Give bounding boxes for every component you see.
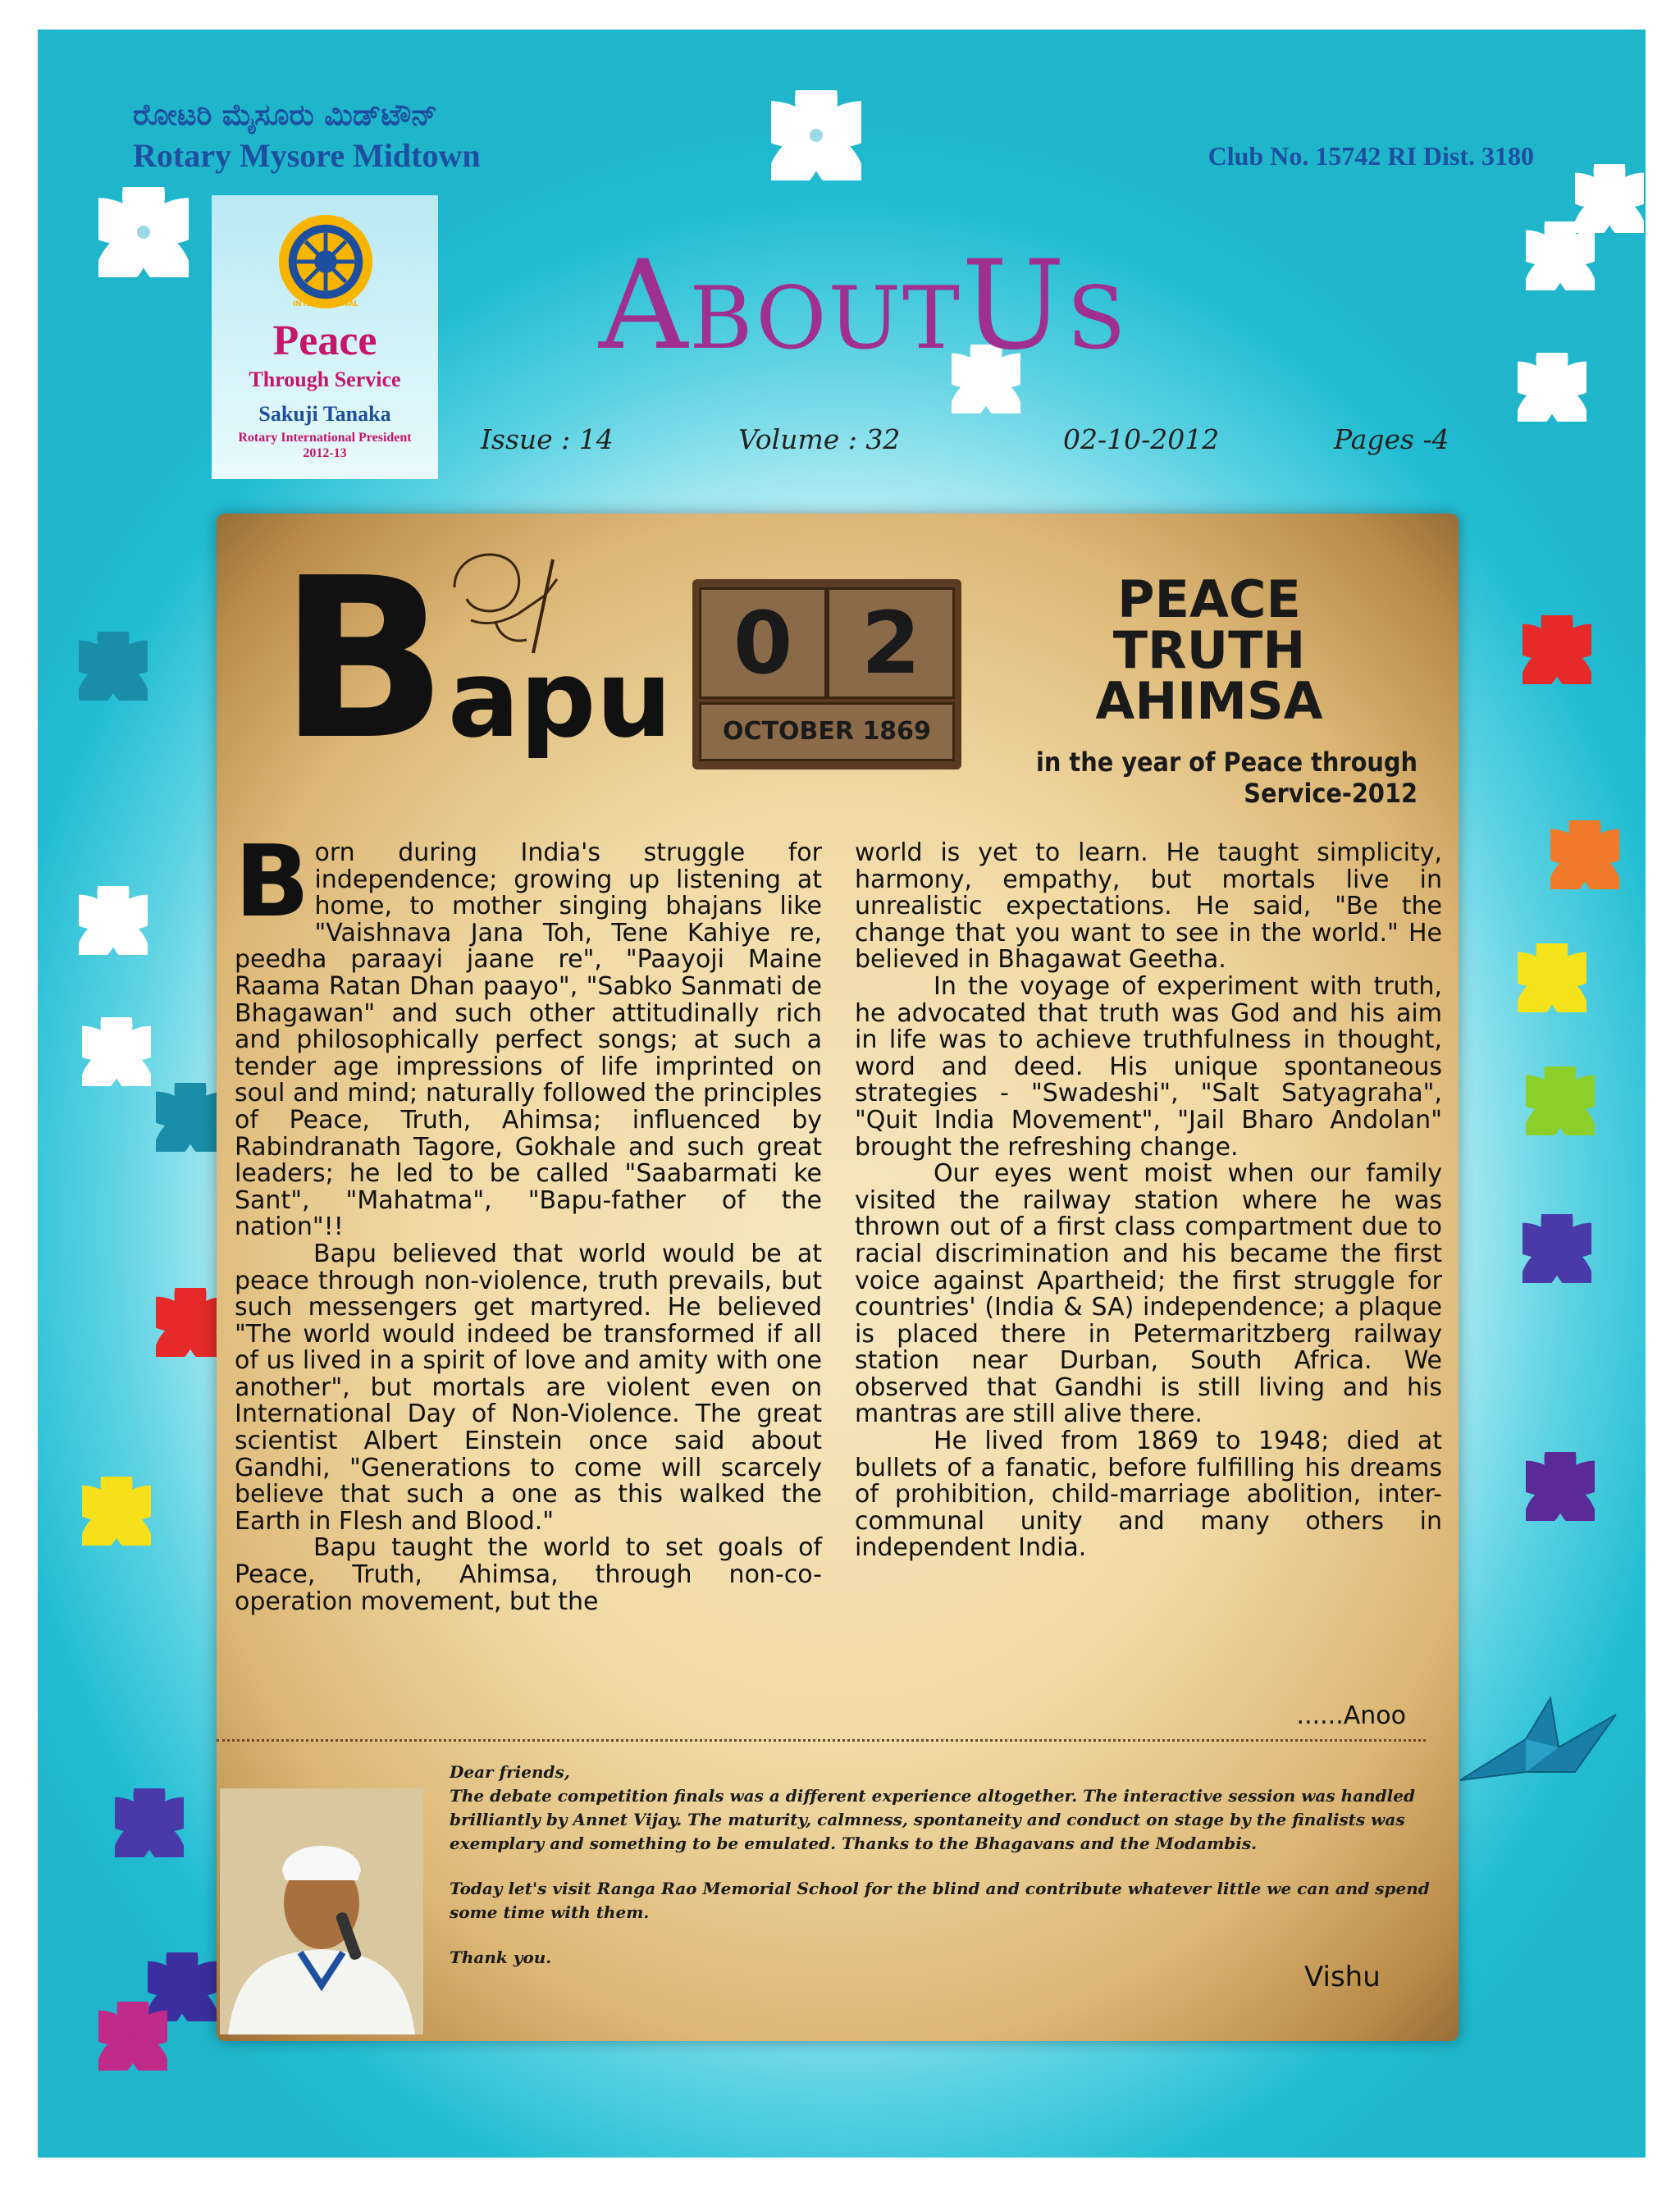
section-divider (217, 1739, 1426, 1742)
flower-icon (771, 90, 861, 180)
value-peace: PEACE (1117, 569, 1301, 629)
flower-icon (79, 632, 148, 701)
flower-icon (1518, 943, 1586, 1012)
theme-peace: Peace (272, 317, 377, 364)
wheel-ring-top: ROTARY (308, 216, 344, 226)
article-column-left (235, 825, 822, 1616)
calendar-blocks (692, 579, 961, 769)
title-us: Us (961, 235, 1128, 377)
gandhi-sketch-icon (422, 530, 586, 694)
letter-paragraph: Today let's visit Ranga Rao Memorial School for the blind and contribute whatever little we can and spend some time with them. (450, 1879, 1430, 1922)
letter-closing: Thank you. (450, 1948, 552, 1967)
title-about: About (599, 235, 962, 377)
newsletter-title (599, 235, 1128, 377)
page-count: Pages -4 (1334, 423, 1449, 455)
flower-icon (1526, 221, 1595, 290)
article-paragraph: Our eyes went moist when our family visited the railway station where he was thrown out of a first class compartment due to racial discrimination and his became the first voice against Apartheid; the first struggle for countries' (India & SA) independence; a plaque is placed there in Petermaritzberg railway station near Durban, South Africa. We observed that Gandhi is still living and his mantras are still alive there. (855, 1159, 1442, 1429)
president-term: 2012-13 (303, 446, 347, 460)
calendar-day-tens: 0 (699, 587, 827, 699)
president-photo (220, 1788, 423, 2034)
parchment-panel (217, 514, 1459, 2041)
article-paragraph: Bapu taught the world to set goals of Peace, Truth, Ahimsa, through non-co-operation movement, but the (235, 1533, 822, 1616)
bapu-initial: B (279, 530, 448, 788)
article-column-right (855, 840, 1442, 1562)
flower-icon (1526, 1452, 1595, 1521)
issue-date: 02-10-2012 (1063, 423, 1220, 455)
issue-number: Issue : 14 (481, 423, 614, 455)
values-heading (1037, 569, 1381, 731)
article-signature: ......Anoo (1296, 1701, 1406, 1730)
bapu-rest: apu (447, 637, 673, 761)
flower-icon (82, 1017, 151, 1086)
flower-icon (82, 1477, 151, 1546)
president-title-text: Rotary International President (238, 431, 412, 445)
club-name: Rotary Mysore Midtown (133, 137, 481, 174)
president-name: Sakuji Tanaka (258, 402, 391, 426)
wheel-ring-bottom: INTERNATIONAL (293, 300, 358, 309)
president-letter (450, 1760, 1434, 1991)
club-name-kannada: ರೋಟರಿ ಮೈಸೂರು ಮಿಡ್‌ಟೌನ್ (133, 98, 438, 132)
flower-icon (156, 1288, 225, 1357)
value-truth: TRUTH (1112, 620, 1306, 680)
calendar-month: OCTOBER 1869 (699, 702, 955, 761)
rotary-wheel-icon (277, 213, 374, 310)
flower-icon (1550, 820, 1619, 889)
flower-icon (115, 1788, 184, 1857)
value-ahimsa: AHIMSA (1095, 671, 1323, 731)
article-dropcap: B (235, 825, 310, 939)
flower-icon (1526, 1066, 1595, 1135)
volume-number: Volume : 32 (738, 423, 901, 455)
year-tagline: in the year of Peace through Service-2012 (1036, 747, 1418, 809)
rotary-theme-logo (212, 195, 438, 479)
flower-icon (98, 187, 189, 277)
club-number: Club No. 15742 RI Dist. 3180 (1208, 141, 1534, 171)
letter-paragraph: The debate competition finals was a different experience altogether. The interactive session was handled brilliantly by Annet Vijay. The maturity, calmness, spontaneity and conduct on stage by the finalists was exemplary and something to be emulated. Thanks to the Bhagavans and the Modambis. (450, 1786, 1415, 1853)
article-paragraph: orn during India's struggle for independence; growing up listening at home, to mother singing bhajans like "Vaishnava Jana Toh, Tene Kahiye re, peedha paraayi jaane re", "Paayoji Maine Raama Ratan Dhan paayo", "Sabko Sanmati de Bhagawan" and such other attitudinally rich and philosophically perfect songs; at such a tender age impressions of life imprinted on soul and mind; naturally followed the principles of Peace, Truth, Ahimsa; influenced by Rabindranath Tagore, Gokhale and such great leaders; he led to be called "Saabarmati ke Sant", "Mahatma", "Bapu-father of the nation"!! (235, 838, 822, 1242)
paper-crane-icon (1452, 1682, 1624, 1805)
article-paragraph: In the voyage of experiment with truth, he advocated that truth was God and his aim in life was to achieve truthfulness in thought, word and deed. His unique spontaneous strategies - "Swadeshi", "Salt Satyagraha", "Quit India Movement", "Jail Bharo Andolan" brought the refreshing change. (855, 971, 1442, 1162)
article-paragraph: world is yet to learn. He taught simplicity, harmony, empathy, but mortals live in unrealistic expectations. He said, "Be the change that you want to see in the world." He believed in Bhagawat Geetha. (855, 838, 1442, 975)
article-paragraph: Bapu believed that world would be at peace through non-violence, truth prevails, but such messengers get martyred. He believed "The world would indeed be transformed if all of us lived in a spirit of love and amity with one another", but mortals are violent even on International Day of Non-Violence. The great scientist Albert Einstein once said about Gandhi, "Generations to come will scarcely believe that such a one as this walked the Earth in Flesh and Blood." (235, 1239, 822, 1536)
flower-icon (1522, 615, 1591, 684)
flower-icon (1518, 353, 1586, 422)
theme-through-service: Through Service (249, 368, 401, 391)
flower-icon (98, 2002, 167, 2071)
flower-icon (1522, 1214, 1591, 1283)
calendar-day-ones: 2 (827, 587, 955, 699)
letter-greeting: Dear friends, (450, 1762, 570, 1782)
letter-signature: Vishu (1304, 1961, 1381, 1993)
flower-icon (79, 886, 148, 955)
flower-icon (156, 1083, 225, 1152)
president-title (212, 430, 438, 461)
article-paragraph: He lived from 1869 to 1948; died at bullets of a fanatic, before fulfilling his dreams of prohibition, child-marriage abolition, inter-communal unity and many others in independent India. (855, 1427, 1442, 1563)
